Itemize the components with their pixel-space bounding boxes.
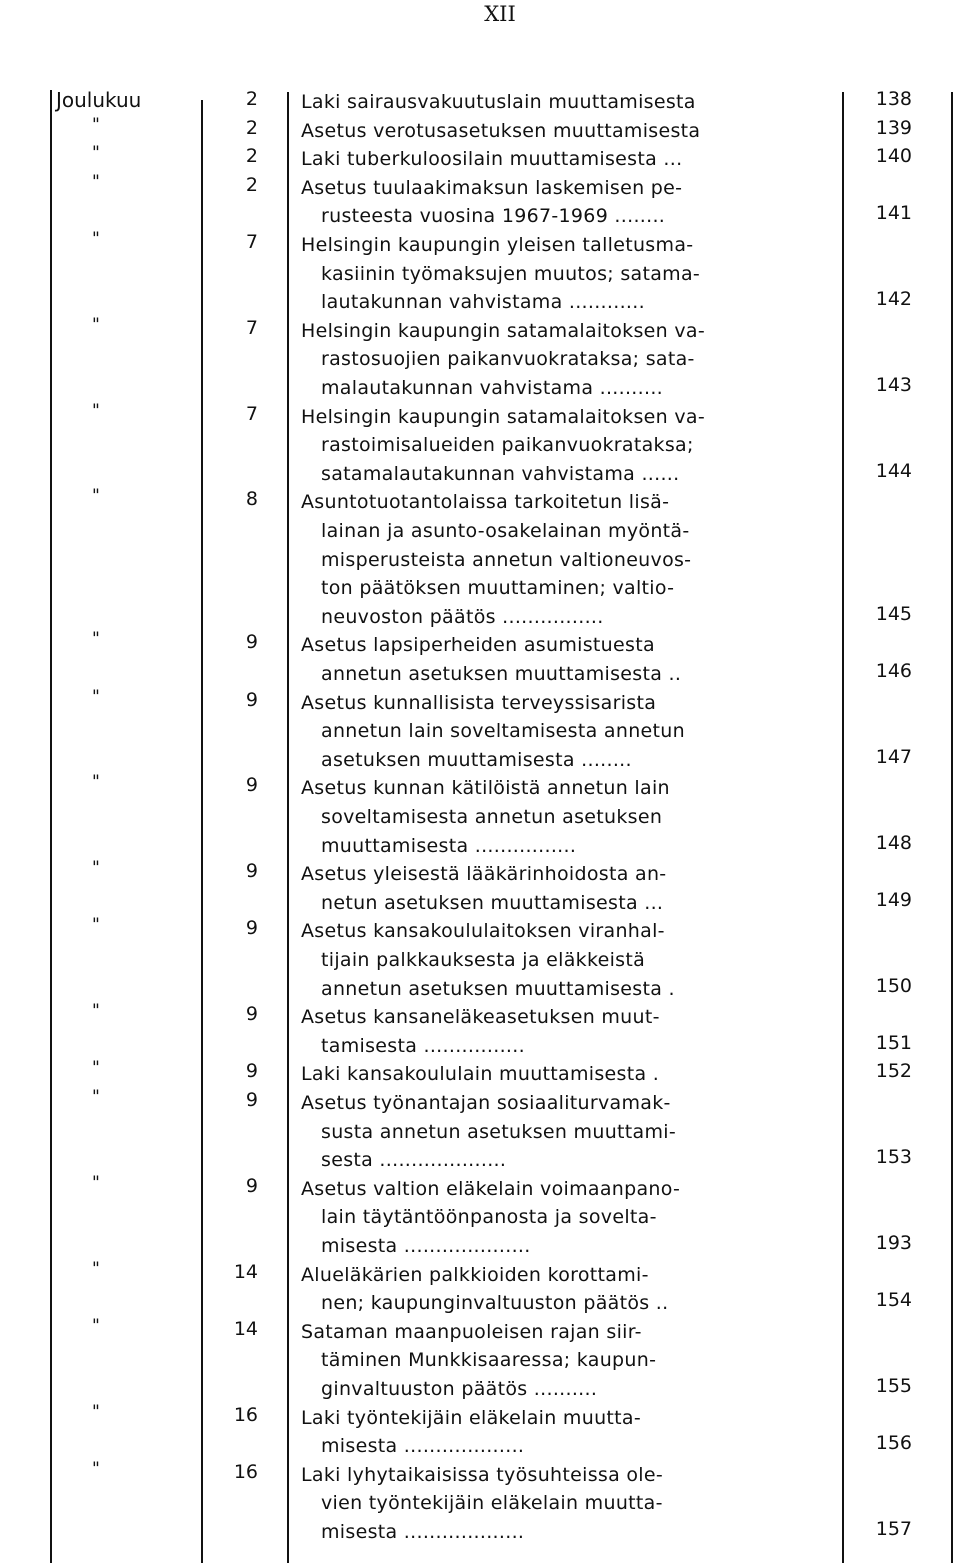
entry-title xyxy=(301,1404,821,1461)
entry-day: 7 xyxy=(245,402,258,425)
ditto-mark: " xyxy=(92,143,100,164)
page-number: XII xyxy=(484,2,516,26)
ditto-mark: " xyxy=(92,1401,100,1422)
entry-page-number: 193 xyxy=(875,1232,912,1254)
entry-day: 9 xyxy=(245,1174,258,1197)
day-column-divider xyxy=(287,92,289,1563)
entry-title xyxy=(301,488,821,631)
entry-day: 2 xyxy=(245,173,258,196)
entry-page-number: 147 xyxy=(875,745,912,768)
ditto-mark: " xyxy=(92,1172,100,1193)
entry-day: 9 xyxy=(245,631,258,654)
entry-page-number: 154 xyxy=(875,1289,912,1312)
entry-title-line: täminen Munkkisaaressa; kaupun- xyxy=(321,1349,657,1372)
ditto-mark: " xyxy=(92,171,100,192)
entry-title-line: misperusteista annetun valtioneuvos- xyxy=(321,548,692,571)
title-column-divider xyxy=(842,92,844,1563)
entry-title-line: Asetus kansaneläkeasetuksen muut- xyxy=(301,1006,660,1029)
entry-title-line: misesta ................... xyxy=(321,1520,525,1543)
entry-title-line: Asetus yleisestä lääkärinhoidosta an- xyxy=(301,863,667,886)
entry-title-line: Laki tuberkuloosilain muuttamisesta ... xyxy=(301,148,683,171)
entry-day: 9 xyxy=(245,917,258,940)
entry-title-line: netun asetuksen muuttamisesta ... xyxy=(321,891,664,914)
entry-title xyxy=(301,917,821,1003)
entry-title-line: Asetus työnantajan sosiaaliturvamak- xyxy=(301,1092,671,1114)
entry-page-number: 155 xyxy=(875,1375,912,1397)
ditto-mark: " xyxy=(92,1458,100,1479)
entry-title-line: malautakunnan vahvistama .......... xyxy=(321,376,664,399)
entry-title-line: Asetus kunnan kätilöistä annetun lain xyxy=(301,777,670,800)
entry-title-line: Laki sairausvakuutuslain muuttamisesta xyxy=(301,91,696,113)
entry-day: 9 xyxy=(245,688,258,711)
ditto-mark: " xyxy=(92,686,100,707)
entry-day: 2 xyxy=(245,145,258,168)
entry-page-number: 152 xyxy=(875,1060,912,1083)
entry-page-number: 141 xyxy=(875,202,912,225)
entry-page-number: 140 xyxy=(875,145,912,168)
entry-title xyxy=(301,117,821,146)
ditto-mark: " xyxy=(92,1058,100,1079)
entry-title-line: Sataman maanpuoleisen rajan siir- xyxy=(301,1320,642,1343)
entry-page-number: 151 xyxy=(875,1031,912,1054)
right-border-rule xyxy=(951,92,953,1563)
entry-day: 7 xyxy=(245,231,258,253)
entry-title xyxy=(301,1060,821,1089)
entry-page-number: 146 xyxy=(875,660,912,682)
entry-page-number: 156 xyxy=(875,1432,912,1455)
entry-title-line: lainan ja asunto-osakelainan myöntä- xyxy=(321,519,690,542)
entry-page-number: 139 xyxy=(875,116,912,139)
left-border-rule xyxy=(50,90,52,1563)
entry-day: 9 xyxy=(245,1089,258,1111)
month-column-divider xyxy=(201,100,203,1563)
entry-title-line: Asuntotuotantolaissa tarkoitetun lisä- xyxy=(301,491,670,514)
ditto-mark: " xyxy=(92,858,100,879)
ditto-mark: " xyxy=(92,486,100,507)
entry-page-number: 150 xyxy=(875,974,912,997)
entry-title xyxy=(301,317,821,403)
entry-title-line: asetuksen muuttamisesta ........ xyxy=(321,748,632,771)
entry-title xyxy=(301,1261,821,1318)
entry-day: 9 xyxy=(245,1060,258,1083)
entry-title xyxy=(301,860,821,917)
entry-title-line: rusteesta vuosina 1967-1969 ........ xyxy=(321,205,666,228)
entry-title-line: misesta .................... xyxy=(321,1234,531,1257)
entry-day: 7 xyxy=(245,316,258,339)
entry-title-line: Helsingin kaupungin satamalaitoksen va- xyxy=(301,405,705,428)
entry-title-line: Helsingin kaupungin satamalaitoksen va- xyxy=(301,319,705,342)
entry-title-line: annetun asetuksen muuttamisesta .. xyxy=(321,662,682,685)
entry-title-line: Laki lyhytaikaisissa työsuhteissa ole- xyxy=(301,1463,664,1486)
entry-page-number: 142 xyxy=(875,288,912,311)
entry-title-line: Helsingin kaupungin yleisen talletusma- xyxy=(301,234,694,256)
entry-title xyxy=(301,231,821,317)
entry-title-line: rastoimisalueiden paikanvuokrataksa; xyxy=(321,434,694,457)
ditto-mark: " xyxy=(92,772,100,793)
entry-title-line: tijain palkkauksesta ja eläkkeistä xyxy=(321,948,646,971)
entry-day: 8 xyxy=(245,488,258,511)
entry-title-line: annetun lain soveltamisesta annetun xyxy=(321,720,685,743)
entry-day: 9 xyxy=(245,860,258,883)
entry-title-line: kasiinin työmaksujen muutos; satama- xyxy=(321,262,701,285)
ditto-mark: " xyxy=(92,1001,100,1022)
entry-title xyxy=(301,145,821,174)
entry-title-line: satamalautakunnan vahvistama ...... xyxy=(321,462,680,485)
entry-title-line: Asetus kansakoululaitoksen viranhal- xyxy=(301,920,665,943)
entry-page-number: 157 xyxy=(875,1518,912,1540)
ditto-mark: " xyxy=(92,629,100,650)
ditto-mark: " xyxy=(92,1258,100,1279)
entry-title-line: muuttamisesta ................ xyxy=(321,834,577,857)
ditto-mark: " xyxy=(92,314,100,335)
ditto-mark: " xyxy=(92,114,100,135)
entry-title-line: ginvaltuuston päätös .......... xyxy=(321,1377,598,1400)
entry-title-line: Asetus verotusasetuksen muuttamisesta xyxy=(301,119,701,142)
entry-title-line: Asetus lapsiperheiden asumistuesta xyxy=(301,634,655,657)
ditto-mark: " xyxy=(92,915,100,936)
entry-title xyxy=(301,1089,821,1175)
entry-day: 16 xyxy=(233,1403,258,1426)
entry-title xyxy=(301,1175,821,1261)
entry-day: 16 xyxy=(233,1460,258,1483)
entry-title-line: nen; kaupunginvaltuuston päätös .. xyxy=(321,1292,669,1315)
entry-title-line: sesta .................... xyxy=(321,1149,507,1172)
entry-page-number: 149 xyxy=(875,888,912,911)
entry-page-number: 153 xyxy=(875,1146,912,1169)
entry-day: 14 xyxy=(233,1260,258,1283)
entry-title-line: neuvoston päätös ................ xyxy=(321,605,604,628)
entry-title-line: rastosuojien paikanvuokrataksa; sata- xyxy=(321,348,695,371)
entry-title xyxy=(301,774,821,860)
entry-title-line: Alueläkärien palkkioiden korottami- xyxy=(301,1263,649,1286)
entry-title xyxy=(301,1003,821,1060)
entry-title-line: susta annetun asetuksen muuttami- xyxy=(321,1120,677,1143)
entry-title-line: vien työntekijäin eläkelain muutta- xyxy=(321,1492,663,1515)
entry-title-line: soveltamisesta annetun asetuksen xyxy=(321,805,663,828)
ditto-mark: " xyxy=(92,1087,100,1107)
month-label: Joulukuu xyxy=(56,88,142,112)
entry-title-line: lautakunnan vahvistama ............ xyxy=(321,291,645,314)
entry-page-number: 148 xyxy=(875,831,912,854)
entry-title xyxy=(301,1318,821,1404)
entry-title xyxy=(301,689,821,775)
entry-title xyxy=(301,1461,821,1547)
entry-title xyxy=(301,403,821,489)
ditto-mark: " xyxy=(92,229,100,249)
entry-page-number: 143 xyxy=(875,374,912,396)
entry-title-line: misesta ................... xyxy=(321,1435,525,1458)
entry-title-line: ton päätöksen muuttaminen; valtio- xyxy=(321,577,675,600)
entry-day: 2 xyxy=(245,116,258,139)
entry-title-line: Laki työntekijäin eläkelain muutta- xyxy=(301,1406,642,1429)
ditto-mark: " xyxy=(92,1315,100,1336)
entry-title-line: lain täytäntöönpanosta ja sovelta- xyxy=(321,1206,657,1229)
entry-title-line: Asetus valtion eläkelain voimaanpano- xyxy=(301,1177,681,1200)
entry-title-line: Laki kansakoululain muuttamisesta . xyxy=(301,1063,660,1086)
entry-title-line: Asetus tuulaakimaksun laskemisen pe- xyxy=(301,176,683,199)
entry-title-line: Asetus kunnallisista terveyssisarista xyxy=(301,691,657,714)
entry-page-number: 145 xyxy=(875,602,912,625)
entry-day: 14 xyxy=(233,1317,258,1340)
entry-day: 2 xyxy=(245,88,258,110)
entry-page-number: 138 xyxy=(875,88,912,110)
entry-title xyxy=(301,88,821,117)
ditto-mark: " xyxy=(92,400,100,421)
entry-title-line: tamisesta ................ xyxy=(321,1034,525,1057)
entry-day: 9 xyxy=(245,774,258,797)
entry-day: 9 xyxy=(245,1003,258,1026)
entry-title xyxy=(301,631,821,688)
entry-title xyxy=(301,174,821,231)
entry-page-number: 144 xyxy=(875,459,912,482)
entry-title-line: annetun asetuksen muuttamisesta . xyxy=(321,977,675,1000)
